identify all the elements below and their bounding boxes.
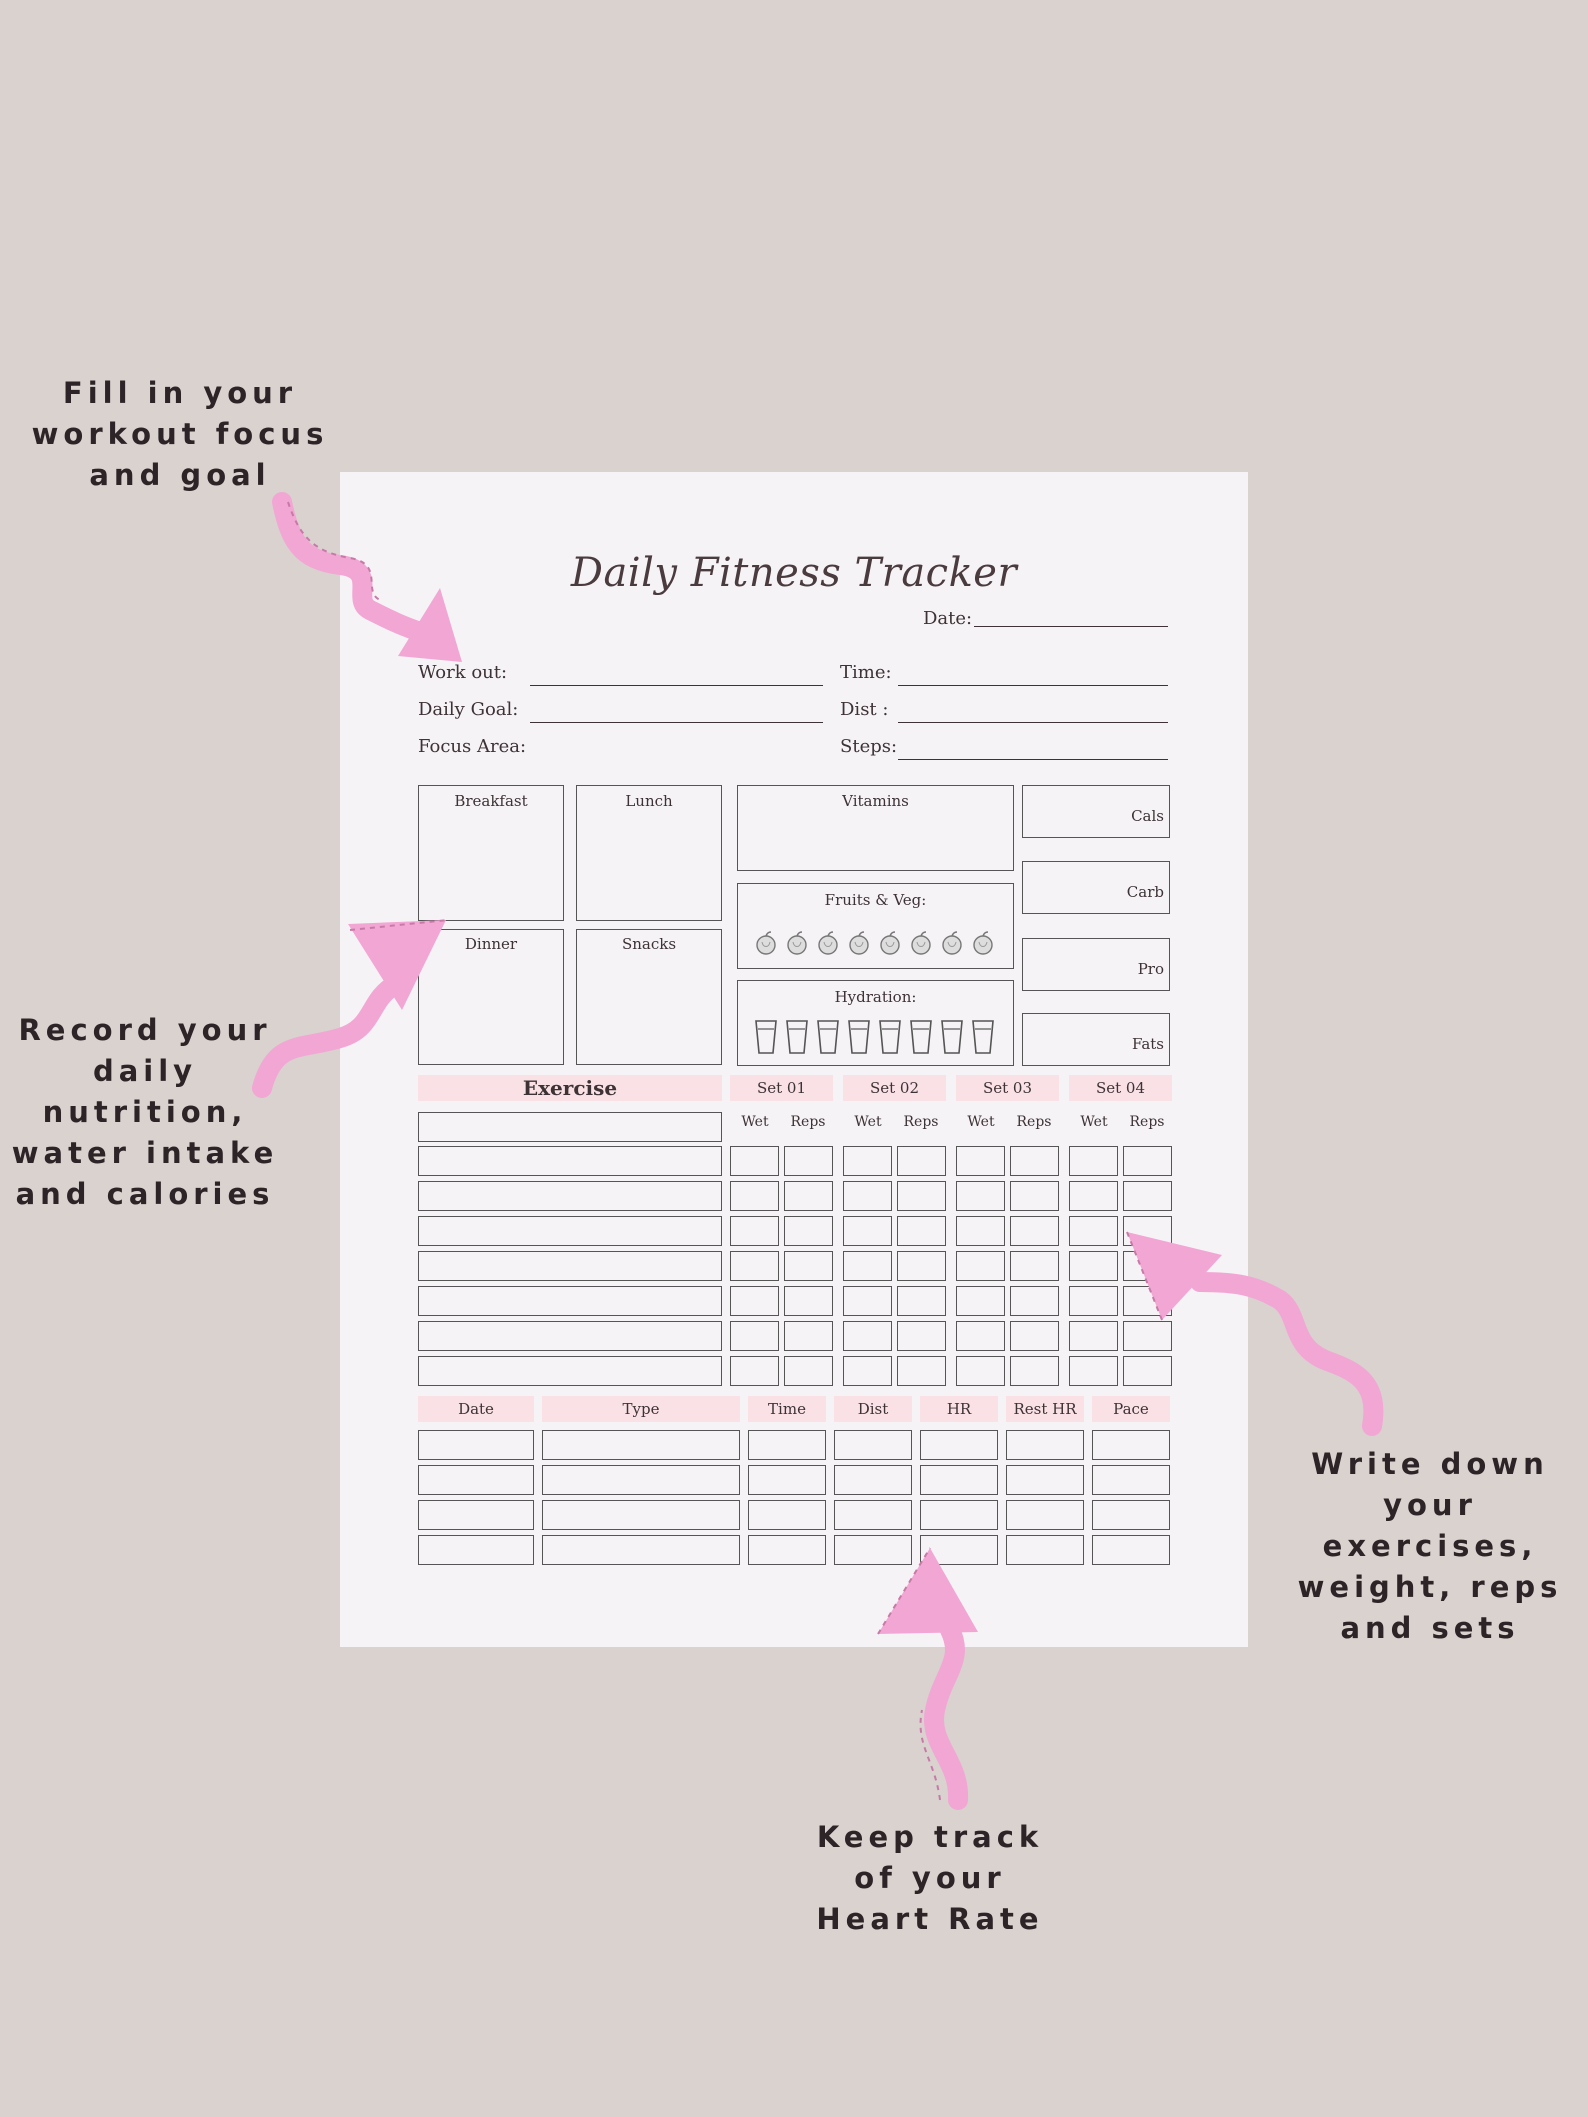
dist-line[interactable]	[898, 722, 1168, 723]
water-glass-icon[interactable]	[847, 1019, 871, 1055]
cardio-dist-cell[interactable]	[834, 1500, 912, 1530]
weight-input-cell[interactable]	[730, 1181, 779, 1211]
reps-input-cell[interactable]	[1123, 1181, 1172, 1211]
exercise-name-field[interactable]	[418, 1321, 722, 1351]
workout-label: Work out:	[418, 662, 508, 683]
weight-col-header: Wet	[741, 1114, 769, 1130]
cardio-type-cell[interactable]	[542, 1535, 740, 1565]
cardio-time-cell[interactable]	[748, 1430, 826, 1460]
reps-input-cell[interactable]	[784, 1216, 833, 1246]
exercise-name-field[interactable]	[418, 1112, 722, 1142]
weight-input-cell[interactable]	[956, 1286, 1005, 1316]
steps-label: Steps:	[840, 736, 898, 757]
weight-input-cell[interactable]	[843, 1181, 892, 1211]
weight-input-cell[interactable]	[843, 1216, 892, 1246]
pro-box[interactable]	[1022, 938, 1170, 991]
cardio-type-cell[interactable]	[542, 1430, 740, 1460]
reps-input-cell[interactable]	[1010, 1216, 1059, 1246]
weight-input-cell[interactable]	[1069, 1321, 1118, 1351]
weight-input-cell[interactable]	[730, 1321, 779, 1351]
weight-input-cell[interactable]	[1069, 1181, 1118, 1211]
reps-col-header: Reps	[790, 1114, 826, 1130]
weight-col-header: Wet	[854, 1114, 882, 1130]
reps-col-header: Reps	[1129, 1114, 1165, 1130]
sheet-title: Daily Fitness Tracker	[570, 550, 1018, 596]
water-glass-icon[interactable]	[816, 1019, 840, 1055]
cardio-type-cell[interactable]	[542, 1500, 740, 1530]
reps-input-cell[interactable]	[784, 1251, 833, 1281]
carb-label: Carb	[1126, 883, 1164, 901]
weight-input-cell[interactable]	[843, 1321, 892, 1351]
reps-input-cell[interactable]	[897, 1146, 946, 1176]
cardio-dist-cell[interactable]	[834, 1465, 912, 1495]
fruit-icon[interactable]	[847, 930, 871, 956]
reps-input-cell[interactable]	[1123, 1216, 1172, 1246]
cals-box[interactable]	[1022, 785, 1170, 838]
weight-input-cell[interactable]	[956, 1216, 1005, 1246]
weight-input-cell[interactable]	[1069, 1146, 1118, 1176]
cardio-date-cell[interactable]	[418, 1500, 534, 1530]
reps-input-cell[interactable]	[784, 1356, 833, 1386]
date-label: Date:	[923, 608, 973, 629]
exercise-name-field[interactable]	[418, 1181, 722, 1211]
pro-label: Pro	[1137, 960, 1164, 978]
cardio-pace-cell[interactable]	[1092, 1465, 1170, 1495]
workout-line[interactable]	[530, 685, 823, 686]
callout-heart-rate: Keep track of your Heart Rate	[816, 1820, 1044, 1936]
reps-input-cell[interactable]	[1123, 1146, 1172, 1176]
callout-workout: Fill in your workout focus and goal	[31, 376, 329, 492]
water-glass-icon[interactable]	[785, 1019, 809, 1055]
weight-input-cell[interactable]	[956, 1181, 1005, 1211]
reps-input-cell[interactable]	[784, 1146, 833, 1176]
reps-input-cell[interactable]	[897, 1216, 946, 1246]
time-line[interactable]	[898, 685, 1168, 686]
cardio-pace-cell[interactable]	[1092, 1500, 1170, 1530]
reps-input-cell[interactable]	[897, 1251, 946, 1281]
exercise-name-field[interactable]	[418, 1251, 722, 1281]
cardio-hr-cell[interactable]	[920, 1430, 998, 1460]
cardio-date-cell[interactable]	[418, 1430, 534, 1460]
weight-input-cell[interactable]	[843, 1146, 892, 1176]
set-04-header: Set 04	[1069, 1075, 1172, 1101]
cardio-date-cell[interactable]	[418, 1535, 534, 1565]
cardio-dist-cell[interactable]	[834, 1535, 912, 1565]
steps-line[interactable]	[898, 759, 1168, 760]
exercise-name-field[interactable]	[418, 1356, 722, 1386]
cardio-hr-header: HR	[920, 1396, 998, 1422]
fruit-icon[interactable]	[785, 930, 809, 956]
water-glass-icon[interactable]	[971, 1019, 995, 1055]
weight-input-cell[interactable]	[1069, 1356, 1118, 1386]
dinner-label: Dinner	[464, 935, 518, 953]
cardio-time-cell[interactable]	[748, 1500, 826, 1530]
water-glass-icon[interactable]	[878, 1019, 902, 1055]
fruit-icon[interactable]	[971, 930, 995, 956]
water-glass-icon[interactable]	[909, 1019, 933, 1055]
cardio-rest-hr-cell[interactable]	[1006, 1465, 1084, 1495]
reps-input-cell[interactable]	[897, 1321, 946, 1351]
daily-goal-line[interactable]	[530, 722, 823, 723]
reps-input-cell[interactable]	[1010, 1251, 1059, 1281]
reps-col-header: Reps	[1016, 1114, 1052, 1130]
weight-input-cell[interactable]	[843, 1251, 892, 1281]
cardio-dist-header: Dist	[834, 1396, 912, 1422]
fats-box[interactable]	[1022, 1013, 1170, 1066]
fruit-icon[interactable]	[909, 930, 933, 956]
set-02-header: Set 02	[843, 1075, 946, 1101]
fats-label: Fats	[1131, 1035, 1164, 1053]
exercise-name-field[interactable]	[418, 1286, 722, 1316]
water-glass-icon[interactable]	[940, 1019, 964, 1055]
cardio-type-header: Type	[542, 1396, 740, 1422]
cardio-rest-hr-header: Rest HR	[1006, 1396, 1084, 1422]
reps-input-cell[interactable]	[1010, 1181, 1059, 1211]
reps-input-cell[interactable]	[1010, 1146, 1059, 1176]
weight-input-cell[interactable]	[1069, 1216, 1118, 1246]
fitness-tracker-sheet	[340, 472, 1248, 1647]
cardio-date-cell[interactable]	[418, 1465, 534, 1495]
daily-goal-label: Daily Goal:	[418, 699, 519, 720]
reps-input-cell[interactable]	[1123, 1321, 1172, 1351]
cardio-time-header: Time	[748, 1396, 826, 1422]
weight-input-cell[interactable]	[956, 1146, 1005, 1176]
weight-col-header: Wet	[1080, 1114, 1108, 1130]
weight-input-cell[interactable]	[956, 1356, 1005, 1386]
weight-input-cell[interactable]	[730, 1286, 779, 1316]
set-01-header: Set 01	[730, 1075, 833, 1101]
reps-input-cell[interactable]	[784, 1286, 833, 1316]
reps-input-cell[interactable]	[784, 1321, 833, 1351]
reps-input-cell[interactable]	[1123, 1251, 1172, 1281]
cardio-date-header: Date	[418, 1396, 534, 1422]
weight-input-cell[interactable]	[1069, 1286, 1118, 1316]
fruit-icon[interactable]	[754, 930, 778, 956]
weight-input-cell[interactable]	[1069, 1251, 1118, 1281]
weight-input-cell[interactable]	[843, 1286, 892, 1316]
lunch-label: Lunch	[625, 792, 673, 810]
fruit-icon[interactable]	[878, 930, 902, 956]
fruit-icon[interactable]	[940, 930, 964, 956]
exercise-header: Exercise	[418, 1075, 722, 1101]
reps-input-cell[interactable]	[1010, 1321, 1059, 1351]
cardio-type-cell[interactable]	[542, 1465, 740, 1495]
cardio-rest-hr-cell[interactable]	[1006, 1500, 1084, 1530]
weight-input-cell[interactable]	[956, 1251, 1005, 1281]
reps-input-cell[interactable]	[897, 1181, 946, 1211]
exercise-name-field[interactable]	[418, 1146, 722, 1176]
focus-area-label: Focus Area:	[418, 736, 527, 757]
hydration-label: Hydration:	[834, 988, 917, 1006]
breakfast-label: Breakfast	[454, 792, 528, 810]
exercise-name-field[interactable]	[418, 1216, 722, 1246]
reps-col-header: Reps	[903, 1114, 939, 1130]
reps-input-cell[interactable]	[1010, 1286, 1059, 1316]
cardio-dist-cell[interactable]	[834, 1430, 912, 1460]
cals-label: Cals	[1131, 807, 1164, 825]
cardio-pace-cell[interactable]	[1092, 1535, 1170, 1565]
reps-input-cell[interactable]	[1010, 1356, 1059, 1386]
fruits-veg-label: Fruits & Veg:	[824, 891, 927, 909]
vitamins-label: Vitamins	[842, 792, 909, 810]
cardio-hr-cell[interactable]	[920, 1465, 998, 1495]
weight-input-cell[interactable]	[730, 1251, 779, 1281]
date-line[interactable]	[974, 626, 1168, 627]
reps-input-cell[interactable]	[1123, 1356, 1172, 1386]
cardio-hr-cell[interactable]	[920, 1535, 998, 1565]
reps-input-cell[interactable]	[897, 1286, 946, 1316]
weight-input-cell[interactable]	[730, 1216, 779, 1246]
cardio-time-cell[interactable]	[748, 1465, 826, 1495]
set-03-header: Set 03	[956, 1075, 1059, 1101]
reps-input-cell[interactable]	[784, 1181, 833, 1211]
weight-input-cell[interactable]	[843, 1356, 892, 1386]
weight-input-cell[interactable]	[730, 1146, 779, 1176]
cardio-time-cell[interactable]	[748, 1535, 826, 1565]
time-label: Time:	[840, 662, 892, 683]
cardio-rest-hr-cell[interactable]	[1006, 1430, 1084, 1460]
fruit-icon[interactable]	[816, 930, 840, 956]
weight-input-cell[interactable]	[730, 1356, 779, 1386]
reps-input-cell[interactable]	[897, 1356, 946, 1386]
dist-label: Dist :	[840, 699, 889, 720]
weight-input-cell[interactable]	[956, 1321, 1005, 1351]
cardio-rest-hr-cell[interactable]	[1006, 1535, 1084, 1565]
water-glass-icon[interactable]	[754, 1019, 778, 1055]
reps-input-cell[interactable]	[1123, 1286, 1172, 1316]
weight-col-header: Wet	[967, 1114, 995, 1130]
callout-nutrition: Record your daily nutrition, water intake and calories	[11, 1013, 279, 1211]
cardio-hr-cell[interactable]	[920, 1500, 998, 1530]
callout-exercises: Write down your exercises, weight, reps and sets	[1297, 1447, 1563, 1645]
cardio-pace-header: Pace	[1092, 1396, 1170, 1422]
cardio-pace-cell[interactable]	[1092, 1430, 1170, 1460]
carb-box[interactable]	[1022, 861, 1170, 914]
snacks-label: Snacks	[621, 935, 677, 953]
